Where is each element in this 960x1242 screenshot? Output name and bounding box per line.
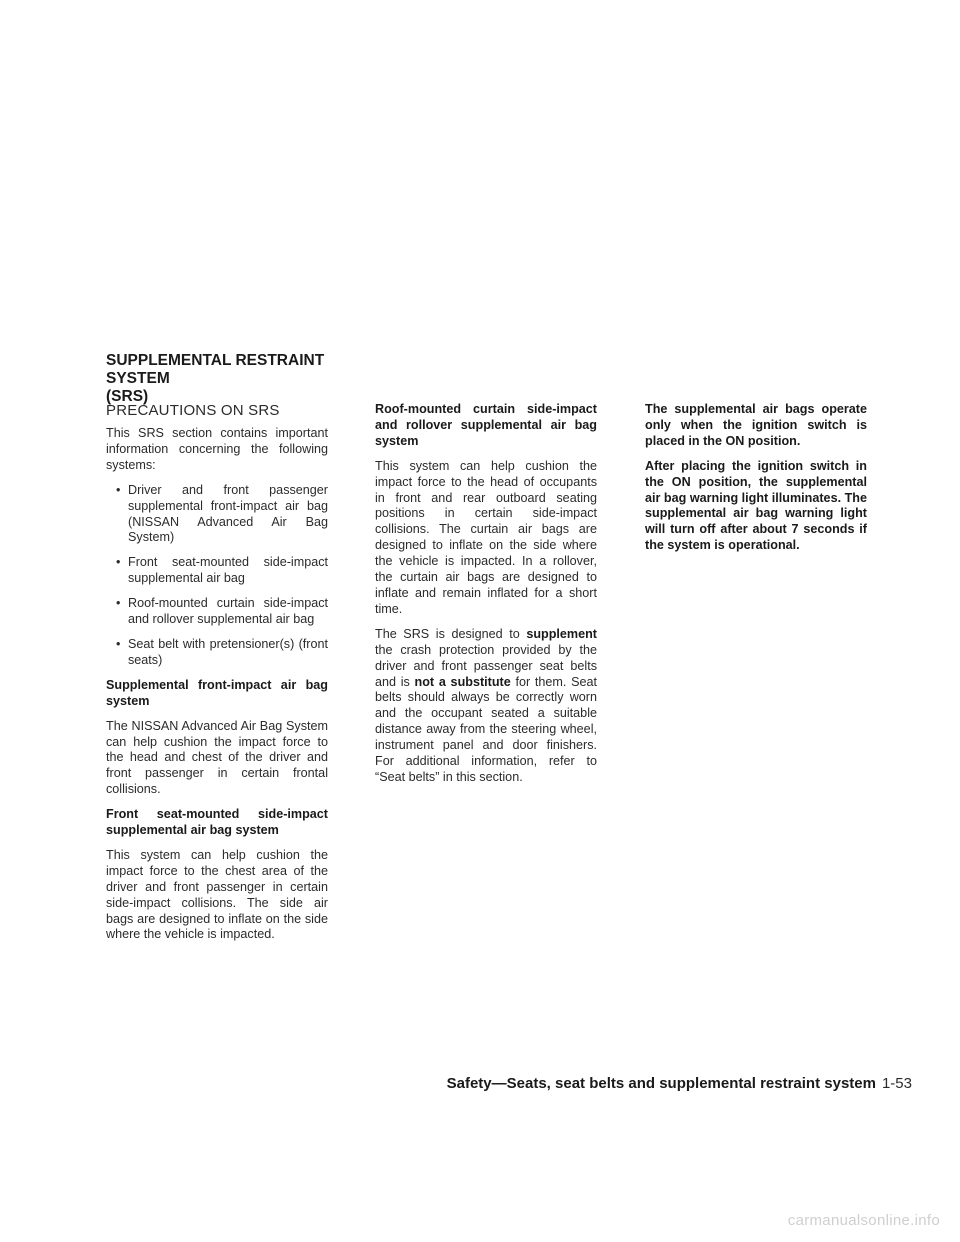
footer-chapter-title: Safety—Seats, seat belts and supplemental restraint system [446, 1075, 876, 1092]
emphasis-not-a-substitute: not a substitute [414, 674, 511, 689]
page-number: 1-53 [881, 1075, 912, 1092]
ignition-paragraph: The supplemental air bags operate only when the ignition switch is placed in the ON position. [645, 402, 867, 448]
section-title-line2: (SRS) [106, 388, 149, 405]
list-item: • Roof-mounted curtain side-impact and rollover supplemental air bag [116, 596, 328, 627]
bullet-icon: • [116, 555, 121, 570]
list-item: • Front seat-mounted side-impact supplemental air bag [116, 555, 328, 586]
front-impact-body: The NISSAN Advanced Air Bag System can help cushion the impact force to the head and chest of the driver and front passenger in certain frontal collisions. [106, 718, 328, 797]
section-title [106, 352, 346, 406]
section-title-line1: SUPPLEMENTAL RESTRAINT SYSTEM [106, 352, 325, 387]
curtain-body: This system can help cushion the impact force to the head of occupants in front and rear outboard seating positions in certain side-impact collisions. The curtain air bags are designed to inflate on the side where the vehicle is impacted. In a rollover, the curtain air bags are designed to inflate and remain inflated for a short time. [375, 458, 597, 616]
page-footer [447, 1075, 912, 1093]
front-impact-subheading: Supplemental front-impact air bag system [106, 677, 328, 708]
column-1 [106, 402, 328, 952]
systems-list [106, 483, 328, 669]
curtain-subheading: Roof-mounted curtain side-impact and rollover supplemental air bag system [375, 402, 597, 448]
bullet-icon: • [116, 636, 121, 651]
column-2 [375, 402, 597, 795]
emphasis-supplement: supplement [526, 626, 597, 641]
list-item: • Seat belt with pretensioner(s) (front seats) [116, 636, 328, 667]
warning-light-paragraph: After placing the ignition switch in the ON position, the supplemental air bag warning light illuminates. The supplemental air bag warning light will turn off after about 7 seconds if the system is operational. [645, 458, 867, 553]
side-impact-body: This system can help cushion the impact force to the chest area of the driver and front passenger in certain side-impact collisions. The side air bags are designed to inflate on the side where the vehicle is impacted. [106, 847, 328, 942]
list-item: • Driver and front passenger supplemental front-impact air bag (NISSAN Advanced Air Bag System) [116, 482, 328, 545]
watermark: carmanualsonline.info [787, 1212, 940, 1229]
precautions-heading: PRECAUTIONS ON SRS [106, 402, 280, 419]
bullet-icon: • [116, 482, 121, 497]
column-3 [645, 402, 867, 563]
intro-paragraph: This SRS section contains important information concerning the following systems: [106, 426, 328, 472]
side-impact-subheading: Front seat-mounted side-impact supplemental air bag system [106, 807, 328, 838]
srs-supplement-paragraph: The SRS is designed to supplement the crash protection provided by the driver and front passenger seat belts and is not a substitute for them. Seat belts should always be correctly worn and the occupant seated a suitable distance away from the steering wheel, instrument panel and door finishers. For additional information, refer to “Seat belts” in this section. [375, 626, 597, 784]
bullet-icon: • [116, 596, 121, 611]
